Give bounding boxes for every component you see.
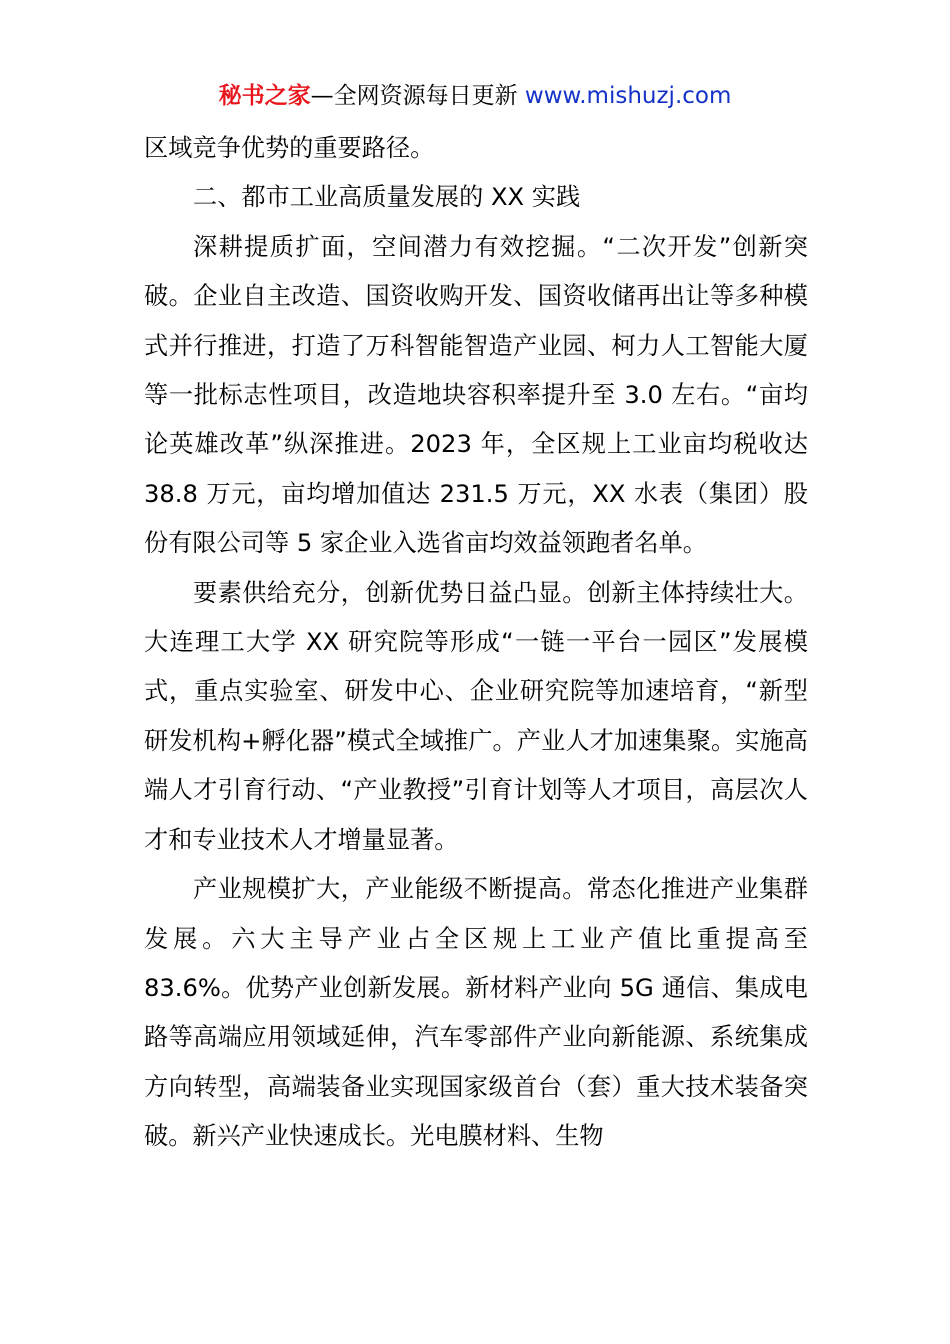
paragraph: 要素供给充分，创新优势日益凸显。创新主体持续壮大。大连理工大学 XX 研究院等形成“一链一平台一园区”发展模式，重点实验室、研发中心、企业研究院等加速培育，“新型研发机构+孵化器”模式全域推广。产业人才加速集聚。实施高端人才引育行动、“产业教授”引育计划等人才项目，高层次人才和专业技术人才增量显著。 (144, 578, 808, 854)
header-tagline: —全网资源每日更新 (310, 83, 525, 109)
brand-name: 秘书之家 (218, 83, 311, 109)
site-header (0, 80, 950, 112)
document-body (144, 124, 808, 1162)
paragraph: 深耕提质扩面，空间潜力有效挖掘。“二次开发”创新突破。企业自主改造、国资收购开发、国资收储再出让等多种模式并行推进，打造了万科智能智造产业园、柯力人工智能大厦等一批标志性项目，改造地块容积率提升至 3.0 左右。“亩均论英雄改革”纵深推进。2023 年，全区规上工业亩均税收达 38.8 万元，亩均增加值达 231.5 万元，XX 水表（集团）股份有限公司等 5 家企业入选省亩均效益领跑者名单。 (144, 232, 808, 558)
paragraph: 产业规模扩大，产业能级不断提高。常态化推进产业集群发展。六大主导产业占全区规上工业产值比重提高至 83.6%。优势产业创新发展。新材料产业向 5G 通信、集成电路等高端应用领域延伸，汽车零部件产业向新能源、系统集成方向转型，高端装备业实现国家级首台（套）重大技术装备突破。新兴产业快速成长。光电膜材料、生物 (144, 875, 808, 1151)
paragraph-continuation: 区域竞争优势的重要路径。 (144, 134, 435, 162)
site-url-link[interactable]: www.mishuzj.com (524, 83, 732, 109)
section-heading: 二、都市工业高质量发展的 XX 实践 (193, 183, 581, 212)
